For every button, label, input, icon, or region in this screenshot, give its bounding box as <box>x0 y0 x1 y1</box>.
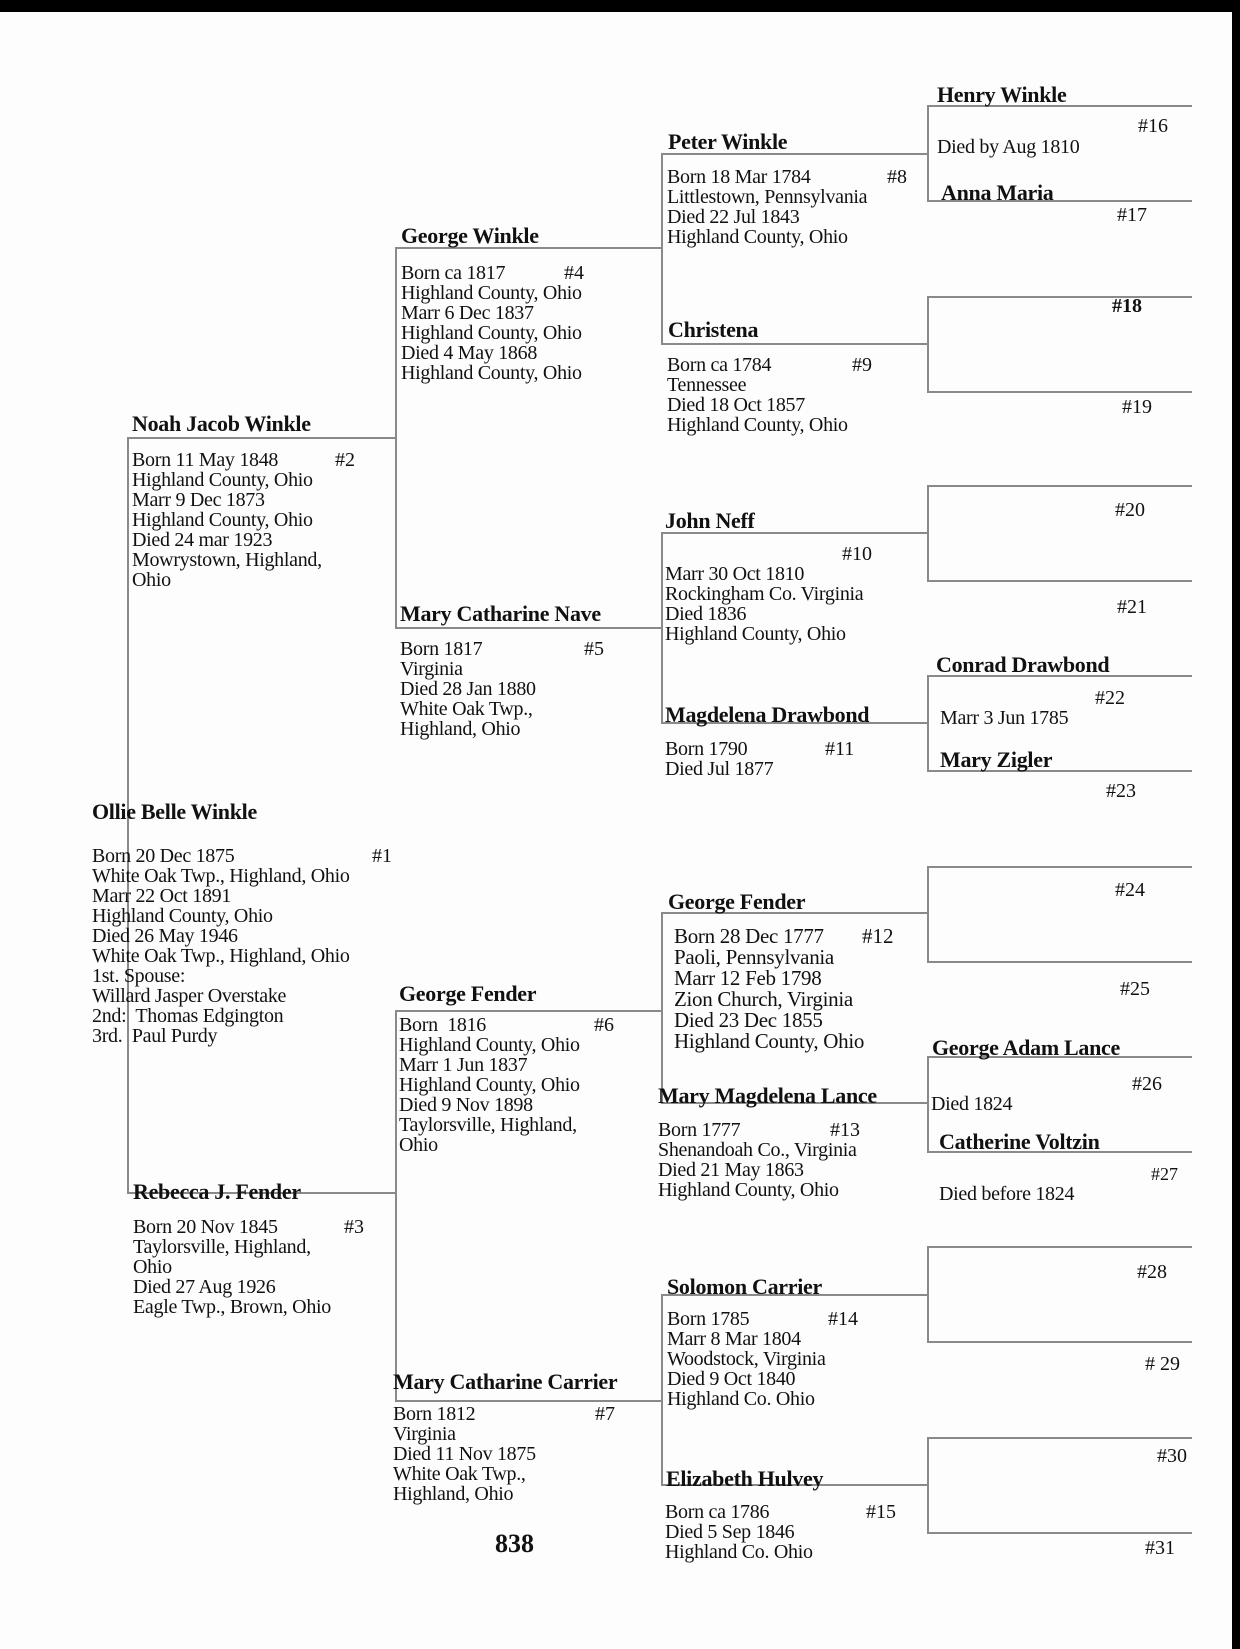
person-14-details: Born 1785 Marr 8 Mar 1804 Woodstock, Virginia Died 9 Oct 1840 Highland Co. Ohio <box>667 1308 826 1410</box>
person-7-details: Born 1812 Virginia Died 11 Nov 1875 White Oak Twp., Highland, Ohio <box>393 1403 536 1505</box>
person-25-number: #25 <box>1120 978 1150 1000</box>
connector-line <box>395 1010 661 1012</box>
person-15-name: Elizabeth Hulvey <box>666 1466 824 1491</box>
person-17-number: #17 <box>1117 204 1147 226</box>
connector-line <box>661 1294 663 1484</box>
connector-line <box>395 247 397 628</box>
person-12-number: #12 <box>862 924 894 948</box>
person-22-name: Conrad Drawbond <box>936 652 1110 677</box>
person-3-number: #3 <box>344 1216 364 1238</box>
connector-line <box>395 1010 397 1400</box>
person-3-name: Rebecca J. Fender <box>133 1179 301 1204</box>
person-21-number: #21 <box>1117 596 1147 618</box>
person-22-details: Marr 3 Jun 1785 <box>940 707 1069 729</box>
connector-line <box>395 627 661 629</box>
connector-line <box>927 1532 1192 1534</box>
connector-line <box>127 437 395 439</box>
person-16-details: Died by Aug 1810 <box>937 136 1080 158</box>
person-2-details: Born 11 May 1848 Highland County, Ohio Marr 9 Dec 1873 Highland County, Ohio Died 24 mar 1923 Mowrystown, Highland, Ohio <box>132 449 322 591</box>
person-11-details: Born 1790 Died Jul 1877 <box>665 738 774 780</box>
connector-line <box>661 532 663 722</box>
page-number: 838 <box>495 1529 534 1558</box>
connector-line <box>927 1437 929 1532</box>
connector-line <box>661 343 927 345</box>
connector-line <box>927 961 1192 963</box>
connector-line <box>927 296 1192 298</box>
person-28-number: #28 <box>1137 1261 1167 1283</box>
person-12-details: Born 28 Dec 1777 Paoli, Pennsylvania Marr 12 Feb 1798 Zion Church, Virginia Died 23 Dec 1855 Highland County, Ohio <box>674 924 865 1053</box>
person-24-number: #24 <box>1115 879 1145 901</box>
person-20-number: #20 <box>1115 499 1145 521</box>
person-11-number: #11 <box>825 738 855 760</box>
person-27-number: #27 <box>1151 1164 1178 1184</box>
connector-line <box>927 485 1192 487</box>
person-17-name: Anna Maria <box>941 180 1054 205</box>
person-7-name: Mary Catharine Carrier <box>393 1369 618 1394</box>
person-26-details: Died 1824 <box>931 1093 1013 1115</box>
person-10-number: #10 <box>842 543 872 565</box>
person-30-number: #30 <box>1157 1445 1187 1467</box>
person-14-number: #14 <box>828 1308 858 1330</box>
person-10-details: Marr 30 Oct 1810 Rockingham Co. Virginia Died 1836 Highland County, Ohio <box>665 563 864 645</box>
connector-line <box>927 675 929 770</box>
person-4-details: Born ca 1817 Highland County, Ohio Marr 6 Dec 1837 Highland County, Ohio Died 4 May 1868 Highland County, Ohio <box>401 262 582 384</box>
connector-line <box>927 580 1192 582</box>
person-4-number: #4 <box>564 262 584 284</box>
connector-line <box>927 485 929 580</box>
person-6-number: #6 <box>594 1014 614 1036</box>
scan-border-top <box>0 0 1240 12</box>
person-6-name: George Fender <box>399 981 537 1006</box>
person-8-number: #8 <box>887 166 907 188</box>
person-26-name: George Adam Lance <box>932 1035 1120 1060</box>
person-8-name: Peter Winkle <box>668 129 788 154</box>
person-23-number: #23 <box>1106 780 1136 802</box>
person-23-name: Mary Zigler <box>940 747 1053 772</box>
person-14-name: Solomon Carrier <box>667 1274 822 1299</box>
person-11-name: Magdelena Drawbond <box>665 702 870 727</box>
person-19-number: #19 <box>1122 396 1152 418</box>
person-3-details: Born 20 Nov 1845 Taylorsville, Highland, Ohio Died 27 Aug 1926 Eagle Twp., Brown, Ohio <box>133 1216 331 1318</box>
connector-line <box>927 296 929 391</box>
person-9-number: #9 <box>852 354 872 376</box>
connector-line <box>927 1056 929 1151</box>
person-1-name: Ollie Belle Winkle <box>92 799 257 824</box>
person-10-name: John Neff <box>665 508 755 533</box>
connector-line <box>927 866 929 961</box>
connector-line <box>927 105 929 200</box>
person-1-number: #1 <box>372 845 392 867</box>
person-2-number: #2 <box>335 449 355 471</box>
person-5-name: Mary Catharine Nave <box>400 601 601 626</box>
person-9-name: Christena <box>668 317 759 342</box>
person-29-number: # 29 <box>1145 1353 1180 1375</box>
person-5-number: #5 <box>584 638 604 660</box>
person-5-details: Born 1817 Virginia Died 28 Jan 1880 White Oak Twp., Highland, Ohio <box>400 638 536 740</box>
person-15-number: #15 <box>866 1501 896 1523</box>
person-13-details: Born 1777 Shenandoah Co., Virginia Died 21 May 1863 Highland County, Ohio <box>658 1119 857 1201</box>
connector-line <box>927 1246 929 1341</box>
person-13-name: Mary Magdelena Lance <box>658 1083 877 1108</box>
person-8-details: Born 18 Mar 1784 Littlestown, Pennsylvania Died 22 Jul 1843 Highland County, Ohio <box>667 166 868 248</box>
person-6-details: Born 1816 Highland County, Ohio Marr 1 Jun 1837 Highland County, Ohio Died 9 Nov 1898 Taylorsville, Highland, Ohio <box>399 1014 580 1156</box>
connector-line <box>927 1246 1192 1248</box>
person-2-name: Noah Jacob Winkle <box>132 411 311 436</box>
person-31-number: #31 <box>1145 1537 1175 1559</box>
person-4-name: George Winkle <box>401 223 539 248</box>
connector-line <box>661 912 663 1102</box>
connector-line <box>927 391 1192 393</box>
connector-line <box>395 1400 661 1402</box>
person-16-name: Henry Winkle <box>937 82 1067 107</box>
person-18-number: #18 <box>1112 295 1142 317</box>
scan-border-right <box>1232 0 1240 1649</box>
connector-line <box>927 1341 1192 1343</box>
person-13-number: #13 <box>830 1119 860 1141</box>
person-15-details: Born ca 1786 Died 5 Sep 1846 Highland Co. Ohio <box>665 1501 813 1563</box>
person-12-name: George Fender <box>668 889 806 914</box>
person-16-number: #16 <box>1138 115 1168 137</box>
person-9-details: Born ca 1784 Tennessee Died 18 Oct 1857 Highland County, Ohio <box>667 354 848 436</box>
connector-line <box>927 1437 1192 1439</box>
connector-line <box>927 866 1192 868</box>
person-7-number: #7 <box>595 1403 615 1425</box>
connector-line <box>661 153 663 343</box>
person-27-name: Catherine Voltzin <box>939 1129 1100 1154</box>
person-26-number: #26 <box>1132 1073 1162 1095</box>
person-1-details: Born 20 Dec 1875 White Oak Twp., Highland, Ohio Marr 22 Oct 1891 Highland County, Ohio Died 26 May 1946 White Oak Twp., Highland, Ohio 1st. Spouse: Willard Jasper Overstake 2nd: Thomas Edgington 3rd. Paul Purdy <box>92 845 350 1047</box>
person-27-details: Died before 1824 <box>939 1183 1075 1205</box>
person-22-number: #22 <box>1095 687 1125 709</box>
